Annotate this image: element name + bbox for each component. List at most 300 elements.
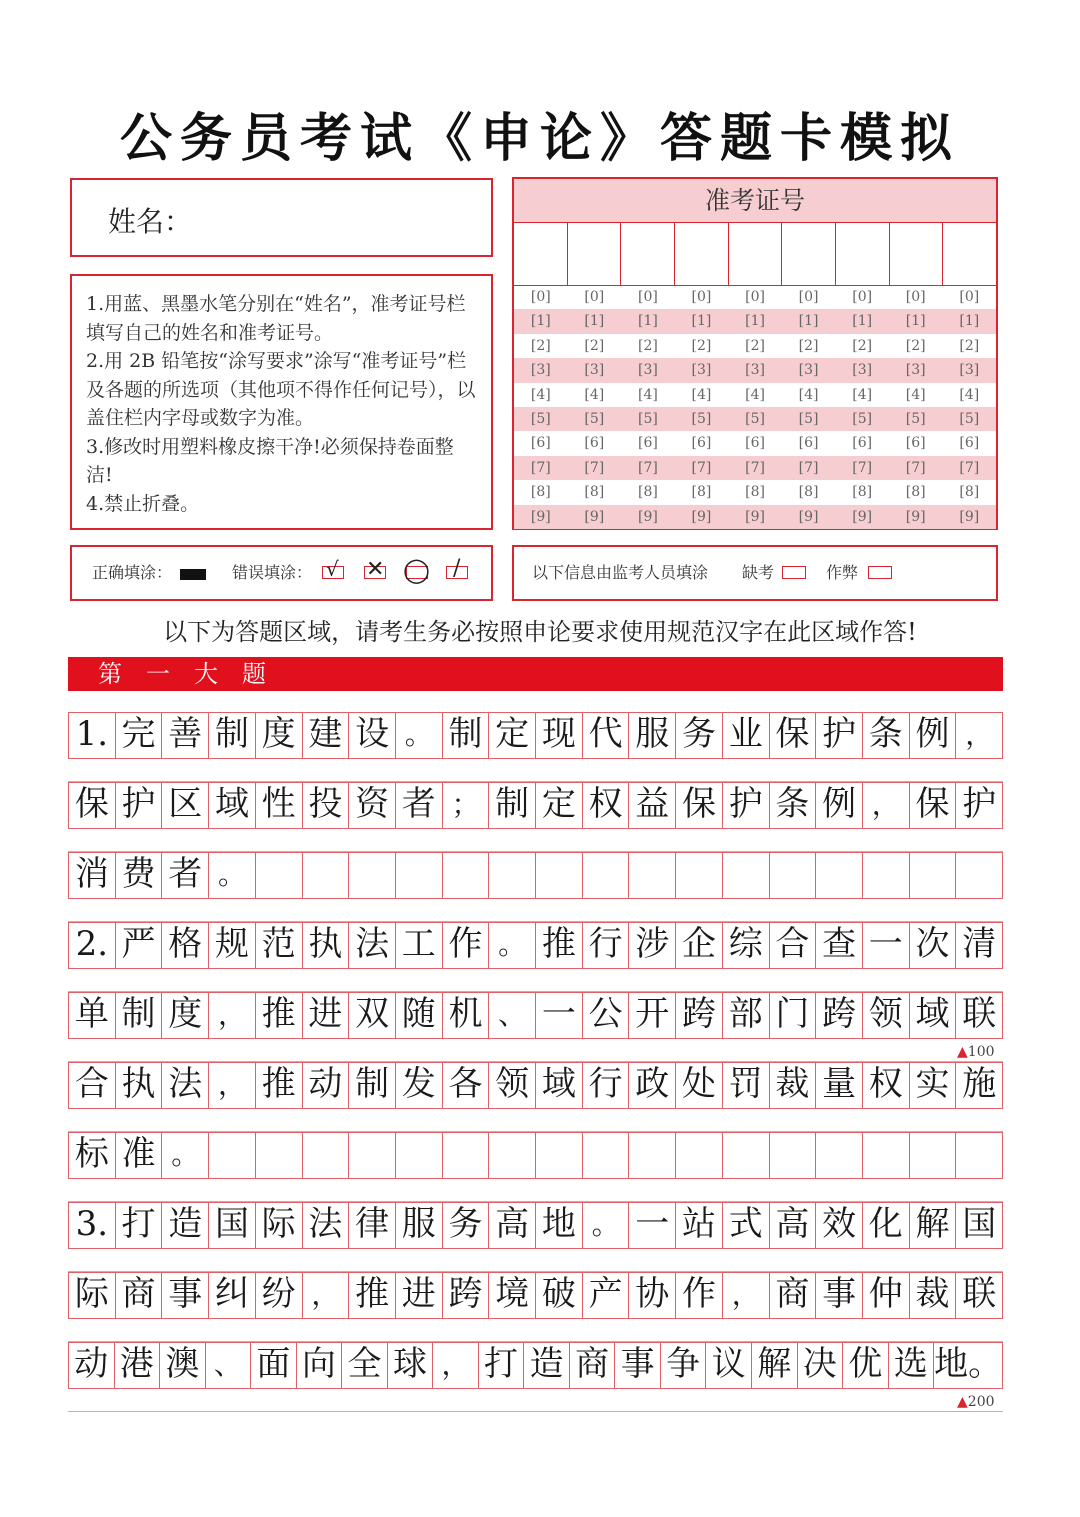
digit-option[interactable]: [2] [745, 337, 765, 354]
answer-cell[interactable] [723, 1133, 770, 1178]
digit-option[interactable]: [4] [798, 386, 819, 403]
answer-cell[interactable] [583, 853, 630, 898]
answer-cell[interactable] [863, 1133, 910, 1178]
digit-option[interactable]: [0] [905, 289, 926, 305]
digit-option[interactable]: [4] [745, 386, 765, 403]
answer-cell[interactable]: 开 [629, 993, 676, 1038]
digit-option[interactable]: [2] [959, 337, 980, 354]
digit-option[interactable]: [0] [959, 289, 980, 305]
answer-cell[interactable]: 一 [536, 993, 583, 1038]
answer-cell[interactable]: 善 [162, 713, 209, 758]
answer-cell[interactable]: 保 [69, 783, 116, 828]
digit-option[interactable]: [0] [637, 289, 658, 305]
answer-cell[interactable]: 次 [910, 923, 957, 968]
digit-option[interactable]: [6] [852, 435, 873, 452]
answer-grid[interactable] [68, 712, 1003, 1412]
answer-cell[interactable]: 权 [863, 1063, 910, 1108]
answer-cell[interactable]: 。 [583, 1203, 630, 1248]
digit-option[interactable]: [3] [798, 362, 819, 379]
answer-cell[interactable] [256, 1133, 303, 1178]
digit-option[interactable]: [6] [745, 435, 765, 452]
answer-cell[interactable]: 商 [570, 1343, 616, 1388]
answer-cell[interactable]: 公 [583, 993, 630, 1038]
answer-cell[interactable]: 单 [69, 993, 116, 1038]
answer-cell[interactable]: 事 [816, 1273, 863, 1318]
exam-id-slot[interactable] [729, 223, 783, 285]
answer-cell[interactable]: 量 [816, 1063, 863, 1108]
digit-option[interactable]: [0] [584, 289, 605, 305]
answer-cell[interactable]: 向 [297, 1343, 343, 1388]
digit-option[interactable]: [2] [905, 337, 926, 354]
answer-cell[interactable]: 工 [396, 923, 443, 968]
answer-cell[interactable]: 政 [629, 1063, 676, 1108]
digit-option[interactable]: [8] [691, 484, 712, 501]
digit-option[interactable]: [1] [530, 313, 551, 330]
answer-cell[interactable]: 随 [396, 993, 443, 1038]
answer-cell[interactable]: 制 [209, 713, 256, 758]
answer-cell[interactable]: 国 [209, 1203, 256, 1248]
answer-cell[interactable]: 动 [303, 1063, 350, 1108]
cheat-checkbox[interactable] [868, 566, 892, 579]
answer-cell[interactable]: 解 [752, 1343, 798, 1388]
answer-cell[interactable]: 服 [629, 713, 676, 758]
digit-option[interactable]: [3] [691, 362, 712, 379]
answer-cell[interactable]: 式 [723, 1203, 770, 1248]
answer-cell[interactable]: 综 [723, 923, 770, 968]
answer-cell[interactable]: 推 [536, 923, 583, 968]
answer-cell[interactable]: 权 [583, 783, 630, 828]
answer-cell[interactable]: 高 [489, 1203, 536, 1248]
answer-cell[interactable]: 仲 [863, 1273, 910, 1318]
answer-cell[interactable]: 护 [816, 713, 863, 758]
digit-option[interactable]: [5] [798, 410, 819, 427]
answer-cell[interactable]: 范 [256, 923, 303, 968]
answer-cell[interactable] [676, 1133, 723, 1178]
digit-option[interactable]: [5] [584, 410, 605, 427]
answer-cell[interactable]: 解 [910, 1203, 957, 1248]
digit-option[interactable]: [3] [745, 362, 765, 379]
answer-cell[interactable] [303, 853, 350, 898]
answer-cell[interactable] [256, 853, 303, 898]
answer-cell[interactable]: 保 [770, 713, 817, 758]
digit-option[interactable]: [9] [852, 508, 873, 525]
answer-cell[interactable]: 严 [116, 923, 163, 968]
answer-cell[interactable]: 争 [661, 1343, 707, 1388]
digit-option[interactable]: [8] [637, 484, 658, 501]
digit-option[interactable]: [1] [905, 313, 926, 330]
answer-cell[interactable]: 企 [676, 923, 723, 968]
name-box[interactable] [70, 178, 493, 257]
exam-id-slot[interactable] [836, 223, 890, 285]
answer-cell[interactable]: 球 [388, 1343, 434, 1388]
answer-cell[interactable]: 破 [536, 1273, 583, 1318]
answer-cell[interactable]: 境 [489, 1273, 536, 1318]
answer-cell[interactable]: 全 [342, 1343, 388, 1388]
digit-option[interactable]: [9] [530, 508, 551, 525]
exam-id-slot[interactable] [568, 223, 622, 285]
answer-cell[interactable]: 。 [209, 853, 256, 898]
digit-option[interactable]: [6] [637, 435, 658, 452]
answer-cell[interactable] [536, 853, 583, 898]
digit-option[interactable]: [1] [745, 313, 765, 330]
answer-cell[interactable]: 代 [583, 713, 630, 758]
answer-cell[interactable]: 双 [349, 993, 396, 1038]
answer-cell[interactable]: 跨 [816, 993, 863, 1038]
answer-cell[interactable]: 区 [162, 783, 209, 828]
answer-cell[interactable] [910, 853, 957, 898]
answer-cell[interactable]: 者 [396, 783, 443, 828]
answer-cell[interactable]: ， [863, 783, 910, 828]
answer-cell[interactable]: 务 [676, 713, 723, 758]
answer-cell[interactable] [349, 1133, 396, 1178]
answer-cell[interactable]: 事 [615, 1343, 661, 1388]
answer-cell[interactable]: 3. [69, 1203, 116, 1248]
answer-cell[interactable]: 查 [816, 923, 863, 968]
answer-cell[interactable]: 制 [349, 1063, 396, 1108]
digit-option[interactable]: [2] [584, 337, 605, 354]
digit-option[interactable]: [9] [691, 508, 712, 525]
answer-cell[interactable]: 服 [396, 1203, 443, 1248]
answer-cell[interactable]: 标 [69, 1133, 116, 1178]
answer-cell[interactable]: 护 [116, 783, 163, 828]
answer-cell[interactable]: 、 [489, 993, 536, 1038]
answer-cell[interactable] [443, 1133, 490, 1178]
answer-cell[interactable]: 商 [770, 1273, 817, 1318]
answer-cell[interactable]: 度 [256, 713, 303, 758]
answer-cell[interactable]: 准 [116, 1133, 163, 1178]
answer-cell[interactable]: 站 [676, 1203, 723, 1248]
answer-cell[interactable] [583, 1133, 630, 1178]
answer-cell[interactable]: 决 [798, 1343, 844, 1388]
answer-cell[interactable]: 例 [816, 783, 863, 828]
answer-cell[interactable]: 推 [256, 993, 303, 1038]
answer-cell[interactable]: 协 [629, 1273, 676, 1318]
digit-option[interactable]: [3] [530, 362, 551, 379]
answer-cell[interactable]: 各 [443, 1063, 490, 1108]
digit-option[interactable]: [8] [798, 484, 819, 501]
answer-cell[interactable]: 跨 [676, 993, 723, 1038]
answer-cell[interactable] [396, 853, 443, 898]
digit-option[interactable]: [4] [691, 386, 712, 403]
digit-option[interactable]: [5] [959, 410, 980, 427]
answer-cell[interactable]: 选 [889, 1343, 935, 1388]
digit-option[interactable]: [7] [530, 459, 551, 476]
answer-cell[interactable]: ， [209, 993, 256, 1038]
answer-cell[interactable]: 造 [162, 1203, 209, 1248]
answer-cell[interactable]: 建 [303, 713, 350, 758]
digit-option[interactable]: [5] [745, 410, 765, 427]
digit-option[interactable]: [8] [584, 484, 605, 501]
digit-option[interactable]: [1] [959, 313, 980, 330]
digit-option[interactable]: [7] [745, 459, 765, 476]
answer-cell[interactable]: 面 [251, 1343, 297, 1388]
digit-option[interactable]: [0] [852, 289, 873, 305]
answer-cell[interactable] [349, 853, 396, 898]
answer-cell[interactable]: 裁 [910, 1273, 957, 1318]
answer-cell[interactable] [863, 853, 910, 898]
answer-cell[interactable] [676, 853, 723, 898]
answer-cell[interactable]: 行 [583, 923, 630, 968]
digit-option[interactable]: [8] [745, 484, 765, 501]
answer-cell[interactable]: 2. [69, 923, 116, 968]
answer-cell[interactable] [489, 1133, 536, 1178]
answer-cell[interactable]: 实 [910, 1063, 957, 1108]
answer-cell[interactable]: 资 [349, 783, 396, 828]
answer-cell[interactable]: 益 [629, 783, 676, 828]
answer-cell[interactable]: ， [965, 718, 994, 751]
answer-cell[interactable]: 法 [162, 1063, 209, 1108]
answer-cell[interactable]: 清 [962, 924, 997, 964]
answer-cell[interactable]: 地 [536, 1203, 583, 1248]
digit-option[interactable]: [1] [637, 313, 658, 330]
digit-option[interactable]: [4] [584, 386, 605, 403]
answer-cell[interactable]: 领 [489, 1063, 536, 1108]
digit-option[interactable]: [5] [852, 410, 873, 427]
answer-cell[interactable]: 定 [536, 783, 583, 828]
answer-cell[interactable]: 作 [443, 923, 490, 968]
digit-option[interactable]: [2] [637, 337, 658, 354]
digit-option[interactable]: [1] [852, 313, 873, 330]
answer-cell[interactable]: 法 [303, 1203, 350, 1248]
digit-option[interactable]: [7] [905, 459, 926, 476]
answer-cell[interactable]: 者 [162, 853, 209, 898]
answer-cell[interactable] [816, 853, 863, 898]
answer-cell[interactable]: 格 [162, 923, 209, 968]
digit-option[interactable]: [3] [637, 362, 658, 379]
answer-cell[interactable] [443, 853, 490, 898]
digit-option[interactable]: [9] [637, 508, 658, 525]
answer-cell[interactable]: 投 [303, 783, 350, 828]
answer-cell[interactable]: 性 [256, 783, 303, 828]
digit-option[interactable]: [9] [798, 508, 819, 525]
digit-option[interactable]: [6] [691, 435, 712, 452]
answer-cell[interactable]: 发 [396, 1063, 443, 1108]
absent-checkbox[interactable] [782, 566, 806, 579]
answer-cell[interactable] [489, 853, 536, 898]
answer-cell[interactable] [956, 853, 1002, 898]
answer-cell[interactable]: 进 [303, 993, 350, 1038]
answer-cell[interactable]: 港 [115, 1343, 161, 1388]
answer-cell[interactable]: 打 [116, 1203, 163, 1248]
digit-option[interactable]: [4] [959, 386, 980, 403]
answer-cell[interactable]: 执 [303, 923, 350, 968]
answer-cell[interactable]: 动 [69, 1343, 115, 1388]
digit-option[interactable]: [6] [584, 435, 605, 452]
exam-id-slot[interactable] [675, 223, 729, 285]
answer-cell[interactable]: 高 [770, 1203, 817, 1248]
answer-cell[interactable]: ， [723, 1273, 770, 1318]
answer-cell[interactable]: 域 [536, 1063, 583, 1108]
answer-cell[interactable] [956, 1133, 1002, 1178]
digit-option[interactable]: [1] [798, 313, 819, 330]
answer-cell[interactable] [910, 1133, 957, 1178]
digit-option[interactable]: [2] [798, 337, 819, 354]
digit-option[interactable]: [9] [584, 508, 605, 525]
answer-cell[interactable]: 。 [162, 1133, 209, 1178]
digit-option[interactable]: [8] [530, 484, 551, 501]
answer-cell[interactable]: 规 [209, 923, 256, 968]
answer-cell[interactable]: 地。 [934, 1344, 1003, 1384]
answer-cell[interactable] [770, 853, 817, 898]
answer-cell[interactable]: 合 [69, 1063, 116, 1108]
answer-cell[interactable] [536, 1133, 583, 1178]
digit-option[interactable]: [1] [584, 313, 605, 330]
answer-cell[interactable]: 业 [723, 713, 770, 758]
answer-cell[interactable] [303, 1133, 350, 1178]
answer-cell[interactable]: ， [209, 1063, 256, 1108]
digit-option[interactable]: [7] [691, 459, 712, 476]
exam-id-slot[interactable] [782, 223, 836, 285]
answer-cell[interactable]: 例 [910, 713, 957, 758]
answer-cell[interactable]: 费 [116, 853, 163, 898]
answer-cell[interactable]: 域 [910, 993, 957, 1038]
digit-option[interactable]: [0] [691, 289, 712, 305]
answer-cell[interactable]: ； [443, 783, 490, 828]
digit-option[interactable]: [4] [530, 386, 551, 403]
answer-cell[interactable]: 消 [69, 853, 116, 898]
answer-cell[interactable]: 议 [706, 1343, 752, 1388]
digit-option[interactable]: [3] [905, 362, 926, 379]
answer-cell[interactable]: 跨 [443, 1273, 490, 1318]
exam-id-slot[interactable] [943, 223, 996, 285]
answer-cell[interactable]: 优 [843, 1343, 889, 1388]
digit-option[interactable]: [9] [905, 508, 926, 525]
digit-option[interactable]: [8] [852, 484, 873, 501]
answer-cell[interactable]: 定 [489, 713, 536, 758]
answer-cell[interactable]: 制 [443, 713, 490, 758]
digit-option[interactable]: [2] [530, 337, 551, 354]
digit-option[interactable]: [6] [959, 435, 980, 452]
digit-option[interactable]: [2] [691, 337, 712, 354]
answer-cell[interactable]: 制 [116, 993, 163, 1038]
answer-cell[interactable]: 造 [524, 1343, 570, 1388]
answer-cell[interactable]: 处 [676, 1063, 723, 1108]
answer-cell[interactable]: 。 [396, 713, 443, 758]
digit-option[interactable]: [4] [637, 386, 658, 403]
answer-cell[interactable]: 裁 [770, 1063, 817, 1108]
answer-cell[interactable]: 执 [116, 1063, 163, 1108]
answer-cell[interactable] [209, 1133, 256, 1178]
answer-cell[interactable]: 打 [479, 1343, 525, 1388]
answer-cell[interactable]: 纠 [209, 1273, 256, 1318]
answer-cell[interactable]: 域 [209, 783, 256, 828]
answer-cell[interactable]: 纷 [256, 1273, 303, 1318]
answer-cell[interactable]: 完 [116, 713, 163, 758]
answer-cell[interactable]: 、 [206, 1343, 252, 1388]
answer-cell[interactable]: 法 [349, 923, 396, 968]
answer-cell[interactable]: 化 [863, 1203, 910, 1248]
answer-cell[interactable]: 作 [676, 1273, 723, 1318]
answer-cell[interactable]: 事 [162, 1273, 209, 1318]
digit-option[interactable]: [2] [852, 337, 873, 354]
digit-option[interactable]: [0] [798, 289, 819, 305]
digit-option[interactable]: [8] [959, 484, 980, 501]
digit-option[interactable]: [7] [798, 459, 819, 476]
answer-cell[interactable]: 商 [116, 1273, 163, 1318]
digit-option[interactable]: [6] [530, 435, 551, 452]
answer-cell[interactable]: 设 [349, 713, 396, 758]
digit-option[interactable]: [7] [584, 459, 605, 476]
digit-option[interactable]: [4] [852, 386, 873, 403]
answer-cell[interactable]: 护 [962, 784, 997, 824]
digit-option[interactable]: [8] [905, 484, 926, 501]
answer-cell[interactable]: 际 [256, 1203, 303, 1248]
answer-cell[interactable]: 保 [676, 783, 723, 828]
answer-cell[interactable]: 合 [770, 923, 817, 968]
exam-id-slot[interactable] [514, 223, 568, 285]
answer-cell[interactable]: 罚 [723, 1063, 770, 1108]
digit-option[interactable]: [1] [691, 313, 712, 330]
digit-option[interactable]: [5] [530, 410, 551, 427]
digit-option[interactable]: [0] [745, 289, 765, 305]
digit-option[interactable]: [3] [584, 362, 605, 379]
answer-cell[interactable]: 推 [349, 1273, 396, 1318]
answer-cell[interactable]: 行 [583, 1063, 630, 1108]
answer-cell[interactable]: 效 [816, 1203, 863, 1248]
digit-option[interactable]: [5] [637, 410, 658, 427]
digit-option[interactable]: [5] [691, 410, 712, 427]
answer-cell[interactable]: 门 [770, 993, 817, 1038]
answer-cell[interactable] [770, 1133, 817, 1178]
answer-cell[interactable]: 联 [962, 994, 997, 1034]
answer-cell[interactable]: 施 [962, 1064, 997, 1104]
digit-option[interactable]: [3] [959, 362, 980, 379]
answer-cell[interactable] [629, 853, 676, 898]
answer-cell[interactable] [723, 853, 770, 898]
answer-cell[interactable] [396, 1133, 443, 1178]
digit-option[interactable]: [7] [852, 459, 873, 476]
answer-cell[interactable]: 现 [536, 713, 583, 758]
answer-cell[interactable]: 律 [349, 1203, 396, 1248]
answer-cell[interactable]: 1. [69, 713, 116, 758]
digit-option[interactable]: [4] [905, 386, 926, 403]
answer-cell[interactable]: 涉 [629, 923, 676, 968]
answer-cell[interactable]: 护 [723, 783, 770, 828]
answer-cell[interactable]: 部 [723, 993, 770, 1038]
digit-option[interactable]: [3] [852, 362, 873, 379]
digit-option[interactable]: [7] [637, 459, 658, 476]
answer-cell[interactable]: 条 [863, 713, 910, 758]
answer-cell[interactable]: 务 [443, 1203, 490, 1248]
exam-id-slot[interactable] [890, 223, 944, 285]
answer-cell[interactable]: 一 [863, 923, 910, 968]
answer-cell[interactable]: 联 [962, 1274, 997, 1314]
answer-cell[interactable]: 产 [583, 1273, 630, 1318]
answer-cell[interactable]: 保 [910, 783, 957, 828]
exam-id-slot[interactable] [621, 223, 675, 285]
answer-cell[interactable]: 领 [863, 993, 910, 1038]
answer-cell[interactable] [816, 1133, 863, 1178]
answer-cell[interactable]: 机 [443, 993, 490, 1038]
answer-cell[interactable]: 一 [629, 1203, 676, 1248]
digit-option[interactable]: [7] [959, 459, 980, 476]
answer-cell[interactable]: 条 [770, 783, 817, 828]
digit-option[interactable]: [9] [959, 508, 980, 525]
answer-cell[interactable]: 推 [256, 1063, 303, 1108]
answer-cell[interactable]: 国 [962, 1204, 997, 1244]
answer-cell[interactable]: ， [303, 1273, 350, 1318]
digit-option[interactable]: [6] [905, 435, 926, 452]
digit-option[interactable]: [5] [905, 410, 926, 427]
digit-option[interactable]: [0] [530, 289, 551, 305]
answer-cell[interactable]: ， [433, 1343, 479, 1388]
answer-cell[interactable]: 际 [69, 1273, 116, 1318]
answer-cell[interactable]: 进 [396, 1273, 443, 1318]
digit-option[interactable]: [9] [745, 508, 765, 525]
digit-option[interactable]: [6] [798, 435, 819, 452]
answer-cell[interactable]: 度 [162, 993, 209, 1038]
answer-cell[interactable] [629, 1133, 676, 1178]
